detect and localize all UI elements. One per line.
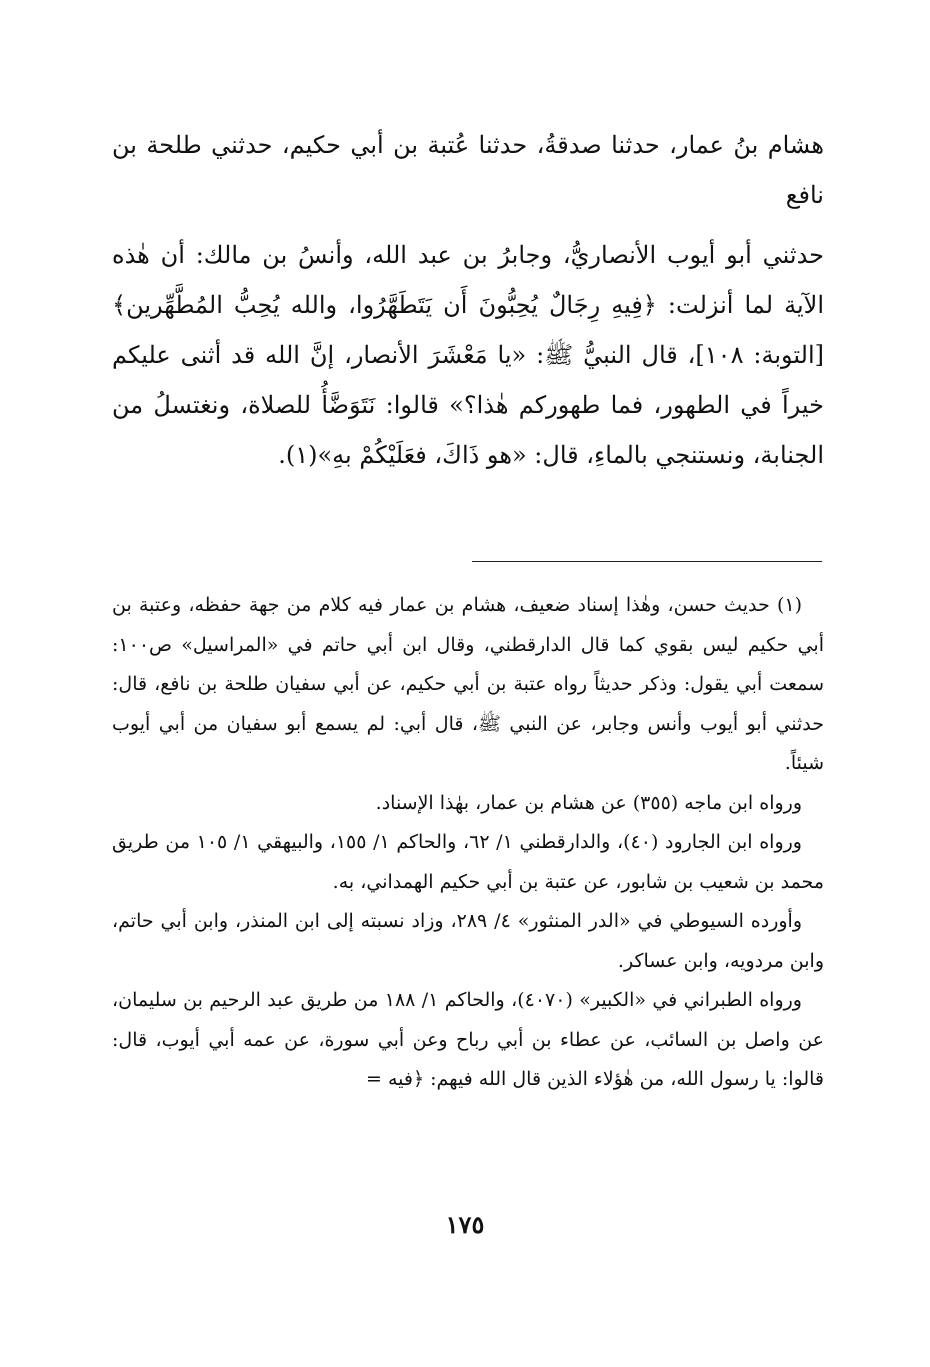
- main-paragraph-2: حدثني أبو أيوب الأنصاريُّ، وجابرُ بن عبد الله، وأنسُ بن مالك: أن هٰذه الآية لما أنزلت: ﴿فِيهِ رِجَالٌ يُحِبُّونَ أَن يَتَطَهَّرُوا، والله يُحِبُّ المُطَّهِّرين﴾ [التوبة: ١٠٨]، قال النبيُّ ﷺ: «يا مَعْشَرَ الأنصار، إنَّ الله قد أثنى عليكم خيراً في الطهور، فما طهوركم هٰذا؟» قالوا: نَتَوَضَّأُ للصلاة، ونغتسلُ من الجنابة، ونستنجي بالماءِ، قال: «هو ذَاكَ، فعَلَيْكُمْ بهِ»(١).: [112, 241, 825, 469]
- footnote-1: (١) حديث حسن، وهٰذا إسناد ضعيف، هشام بن عمار فيه كلام من جهة حفظه، وعتبة بن أبي حكيم ليس بقوي كما قال الدارقطني، وقال ابن أبي حاتم في «المراسيل» ص١٠٠: سمعت أبي يقول: وذكر حديثاً رواه عتبة بن أبي حكيم، عن أبي سفيان طلحة بن نافع، قال: حدثني أبو أيوب وأنس وجابر، عن النبي ﷺ، قال أبي: لم يسمع أبو سفيان من أبي أيوب شيئاً.: [112, 594, 824, 774]
- main-text-block: [112, 120, 824, 480]
- main-paragraph-1: هشام بنُ عمار، حدثنا صدقةُ، حدثنا عُتبة بن أبي حكيم، حدثني طلحة بن نافع: [112, 131, 824, 209]
- footnote-paragraph-2: ورواه ابن ماجه (٣٥٥) عن هشام بن عمار، بهٰذا الإسناد.: [375, 791, 802, 814]
- footnote-paragraph-4: وأورده السيوطي في «الدر المنثور» ٤/ ٢٨٩، وزاد نسبته إلى ابن المنذر، وابن أبي حاتم، وابن مردويه، وابن عساكر.: [112, 910, 824, 972]
- page-number: ١٧٥: [445, 1210, 485, 1239]
- footnote-paragraph-5: ورواه الطبراني في «الكبير» (٤٠٧٠)، والحاكم ١/ ١٨٨ من طريق عبد الرحيم بن سليمان، عن واصل بن السائب، عن عطاء بن أبي رباح وعن أبي سورة، عن عمه أبي أيوب، قال: قالوا: يا رسول الله، من هٰؤلاء الذين قال الله فيهم: ﴿فيه =: [112, 989, 824, 1090]
- footnote-paragraph-3: ورواه ابن الجارود (٤٠)، والدارقطني ١/ ٦٢، والحاكم ١/ ١٥٥، والبيهقي ١/ ١٠٥ من طريق محمد بن شعيب بن شابور، عن عتبة بن أبي حكيم الهمداني، به.: [112, 831, 824, 893]
- footnote-separator: [472, 561, 822, 562]
- footnotes-block: [112, 586, 824, 1100]
